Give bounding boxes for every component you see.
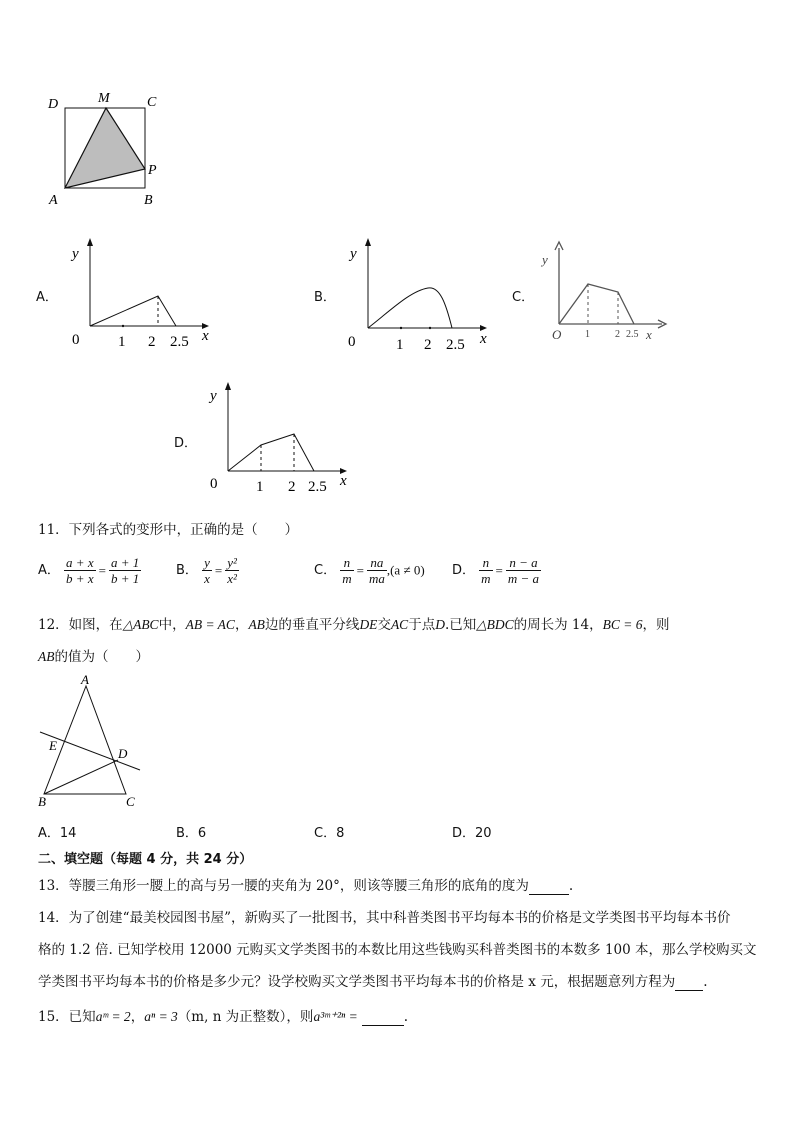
label-D: D — [48, 97, 59, 112]
q12-line1: 12．如图，在△ABC中，AB = AC，AB边的垂直平分线DE交AC于点D.已知△BDC的周长为 14，BC = 6，则 — [38, 617, 670, 633]
q13: 13．等腰三角形一腰上的高与另一腰的夹角为 20°，则该等腰三角形的底角的度为 . — [38, 878, 574, 894]
label-M: M — [98, 91, 110, 106]
svg-text:x: x — [646, 327, 652, 342]
label-A: A — [49, 193, 58, 208]
graph-c — [538, 238, 678, 344]
label-P: P — [148, 163, 157, 178]
svg-text:0: 0 — [72, 332, 80, 348]
svg-text:2.5: 2.5 — [170, 334, 189, 348]
svg-text:0: 0 — [348, 334, 356, 350]
graph-a-label: A． — [36, 290, 58, 305]
graph-b-label: B． — [314, 290, 336, 305]
graph-d-label: D． — [174, 436, 198, 451]
q12-option-d[interactable]: D．20 — [452, 826, 492, 841]
svg-text:2.5: 2.5 — [626, 329, 639, 340]
svg-text:0: 0 — [210, 476, 218, 492]
svg-text:2: 2 — [288, 479, 296, 495]
section-heading: 二、填空题（每题 4 分，共 24 分） — [38, 852, 253, 867]
svg-text:x: x — [480, 331, 487, 347]
q11-stem: 11．下列各式的变形中，正确的是（ ） — [38, 522, 299, 538]
q11-option-b[interactable]: B． $\frac{y}{x}$ = $\frac{\text{y²}}{\text{x²}}$ — [176, 555, 237, 586]
q14-line1: 14．为了创建“最美校园图书屋”，新购买了一批图书，其中科普类图书平均每本书的价格是文学类图书平均每本书价 — [38, 910, 731, 926]
triangle-figure — [34, 672, 154, 812]
q12-option-b[interactable]: B．6 — [176, 826, 207, 841]
graph-b — [340, 236, 500, 352]
q14-line2: 格的 1.2 倍. 已知学校用 12000 元购买文学类图书的本数比用这些钱购买科普类图书的本数多 100 本，那么学校购买文 — [38, 942, 757, 958]
svg-text:x: x — [340, 473, 347, 489]
svg-text:2.5: 2.5 — [446, 337, 465, 352]
q11-option-c[interactable]: C． $\frac{n}{m}$ = $\frac{na}{ma}$ ,(a ≠ 0) — [314, 555, 425, 586]
q12-option-c[interactable]: C．8 — [314, 826, 345, 841]
label-A: A — [81, 672, 89, 687]
svg-text:1: 1 — [118, 334, 126, 348]
label-C: C — [126, 794, 135, 809]
graph-a — [62, 236, 222, 348]
graph-c-label: C． — [512, 290, 535, 305]
svg-text:y: y — [72, 246, 79, 262]
label-D: D — [118, 746, 128, 761]
q14-blank[interactable] — [675, 974, 703, 991]
label-B: B — [144, 193, 153, 208]
svg-text:2: 2 — [148, 334, 156, 348]
q12-line2: AB的值为（ ） — [38, 649, 149, 665]
q15: 15．已知aᵐ = 2，aⁿ = 3（m, n 为正整数），则a³ᵐ⁺²ⁿ = . — [38, 1009, 409, 1025]
graph-d — [200, 380, 360, 496]
q12-option-a[interactable]: A．14 — [38, 826, 77, 841]
svg-text:O: O — [552, 327, 562, 342]
q11-option-a[interactable]: A． $\frac{a + x}{b + x}$ = $\frac{a + 1}{b + 1}$ — [38, 555, 140, 586]
label-B: B — [38, 794, 46, 809]
q13-blank[interactable] — [529, 878, 569, 895]
q15-blank[interactable] — [362, 1009, 404, 1026]
svg-text:1: 1 — [256, 479, 264, 495]
svg-text:1: 1 — [396, 337, 404, 352]
svg-text:1: 1 — [585, 329, 590, 340]
label-C: C — [147, 95, 157, 110]
q11-option-d[interactable]: D． $\frac{n}{m}$ = $\frac{n - a}{m - a}$ — [452, 555, 540, 586]
svg-text:y: y — [542, 252, 548, 267]
svg-text:2: 2 — [424, 337, 432, 352]
svg-text:y: y — [350, 246, 357, 262]
svg-text:y: y — [210, 388, 217, 404]
q14-line3: 学类图书平均每本书的价格是多少元？设学校购买文学类图书平均每本书的价格是 x 元，根据题意列方程为 . — [38, 974, 708, 990]
square-figure — [40, 86, 170, 208]
svg-text:2: 2 — [615, 329, 620, 340]
svg-text:x: x — [202, 328, 209, 344]
svg-text:2.5: 2.5 — [308, 479, 327, 495]
label-E: E — [49, 738, 57, 753]
